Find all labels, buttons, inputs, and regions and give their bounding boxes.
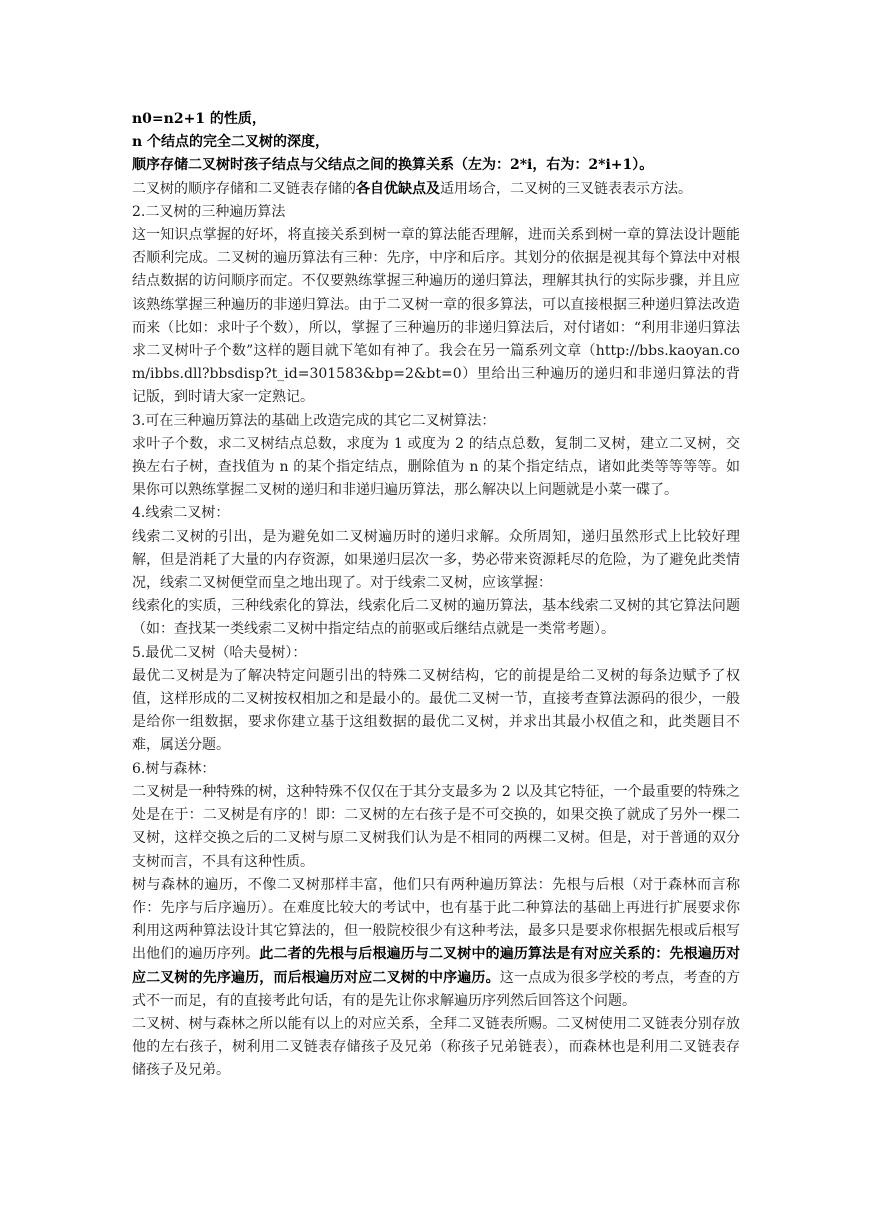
- section-heading-4: 4.线索二叉树：: [132, 505, 230, 522]
- forest-text-c: 这一点成为很多学校的考点，考查的方式不一而足，有的直接考此句话，有的是先让你求解遍历序列然后回答这个问题。: [132, 969, 741, 1009]
- section-heading-6: 6.树与森林：: [132, 760, 216, 777]
- huffman-paragraph: 最优二叉树是为了解决特定问题引出的特殊二叉树结构，它的前提是给二叉树的每条边赋予了权值，这样形成的二叉树按权相加之和是最小的。最优二叉树一节，直接考查算法源码的很少，一般是给你一组数据，要求你建立基于这组数据的最优二叉树，并求出其最小权值之和，此类题目不难，属送分题。: [132, 667, 740, 754]
- storage-paragraph: [132, 178, 740, 201]
- binary-linked-list-paragraph: 二叉树、树与森林之所以能有以上的对应关系，全拜二叉链表所赐。二叉树使用二叉链表分别存放他的左右孩子，树利用二叉链表存储孩子及兄弟（称孩子兄弟链表），而森林也是利用二叉链表存储孩子及兄弟。: [132, 1015, 740, 1079]
- forest-text-a: 树与森林的遍历，不像二叉树那样丰富，他们只有两种遍历算法：先根与后根（对于森林而言称作：先序与后序遍历）。在难度比较大的考试中，也有基于此二种算法的基础上再进行扩展要求你利用这两种算法设计其它算法的，但一般院校很少有这种考法，最多只是要求你根据先根或后根写出他们的遍历序列。: [132, 876, 740, 963]
- section-heading-3: 3.可在三种遍历算法的基础上改造完成的其它二叉树算法：: [132, 412, 496, 429]
- binary-tree-special-paragraph: 二叉树是一种特殊的树，这种特殊不仅仅在于其分支最多为 2 以及其它特征，一个最重要的特殊之处是在于：二叉树是有序的！即：二叉树的左右孩子是不可交换的，如果交换了就成了另外一棵二叉树，这样交换之后的二叉树与原二叉树我们认为是不相同的两棵二叉树。但是，对于普通的双分支树而言，不具有这种性质。: [132, 783, 740, 870]
- traversal-paragraph: 这一知识点掌握的好坏，将直接关系到树一章的算法能否理解，进而关系到树一章的算法设计题能否顺利完成。二叉树的遍历算法有三种：先序，中序和后序。其划分的依据是视其每个算法中对根结点数据的访问顺序而定。不仅要熟练掌握三种遍历的递归算法，理解其执行的实际步骤，并且应该熟练掌握三种遍历的非递归算法。由于二叉树一章的很多算法，可以直接根据三种递归算法改造而来（比如：求叶子个数），所以，掌握了三种遍历的非递归算法后，对付诸如：“利用非递归算法求二叉树叶子个数”这样的题目就下笔如有神了。我会在另一篇系列文章（http://bbs.kaoyan.com/ibbs.dll?bbsdisp?t_id=301583&bp=2&bt=0）里给出三种遍历的递归和非递归算法的背记版，到时请大家一定熟记。: [132, 227, 740, 406]
- storage-text-bold: 各自优缺点及: [356, 180, 440, 197]
- depth-line: n 个结点的完全二叉树的深度，: [132, 134, 330, 151]
- section-heading-2: 2.二叉树的三种遍历算法: [132, 203, 286, 220]
- sequential-storage-line: 顺序存储二叉树时孩子结点与父结点之间的换算关系（左为：2*i，右为：2*i+1）。: [132, 157, 654, 174]
- storage-text-c: 适用场合，二叉树的三叉链表表示方法。: [440, 180, 692, 197]
- property-line: n0=n2+1 的性质，: [132, 111, 266, 127]
- forest-traversal-paragraph: [132, 874, 740, 1013]
- document-page: [132, 108, 740, 1083]
- section-heading-5: 5.最优二叉树（哈夫曼树）：: [132, 644, 307, 661]
- threaded-tree-paragraph: 线索二叉树的引出，是为避免如二叉树遍历时的递归求解。众所周知，递归虽然形式上比较好理解，但是消耗了大量的内存资源，如果递归层次一多，势必带来资源耗尽的危险，为了避免此类情况，线索二叉树便堂而皇之地出现了。对于线索二叉树，应该掌握：: [132, 528, 740, 592]
- derived-algorithms-paragraph: 求叶子个数，求二叉树结点总数，求度为 1 或度为 2 的结点总数，复制二叉树，建立二叉树，交换左右子树，查找值为 n 的某个指定结点，删除值为 n 的某个指定结点，诸如此类等等等等。如果你可以熟练掌握二叉树的递归和非递归遍历算法，那么解决以上问题就是小菜一碟了。: [132, 435, 740, 499]
- threading-essence-paragraph: 线索化的实质，三种线索化的算法，线索化后二叉树的遍历算法，基本线索二叉树的其它算法问题（如：查找某一类线索二叉树中指定结点的前驱或后继结点就是一类常考题）。: [132, 598, 740, 638]
- storage-text-a: 二叉树的顺序存储和二叉链表存储的: [132, 180, 356, 197]
- forest-text-bold: 此二者的先根与后根遍历与二叉树中的遍历算法是有对应关系的：先根遍历对应二叉树的先序遍历，而后根遍历对应二叉树的中序遍历。: [132, 946, 741, 986]
